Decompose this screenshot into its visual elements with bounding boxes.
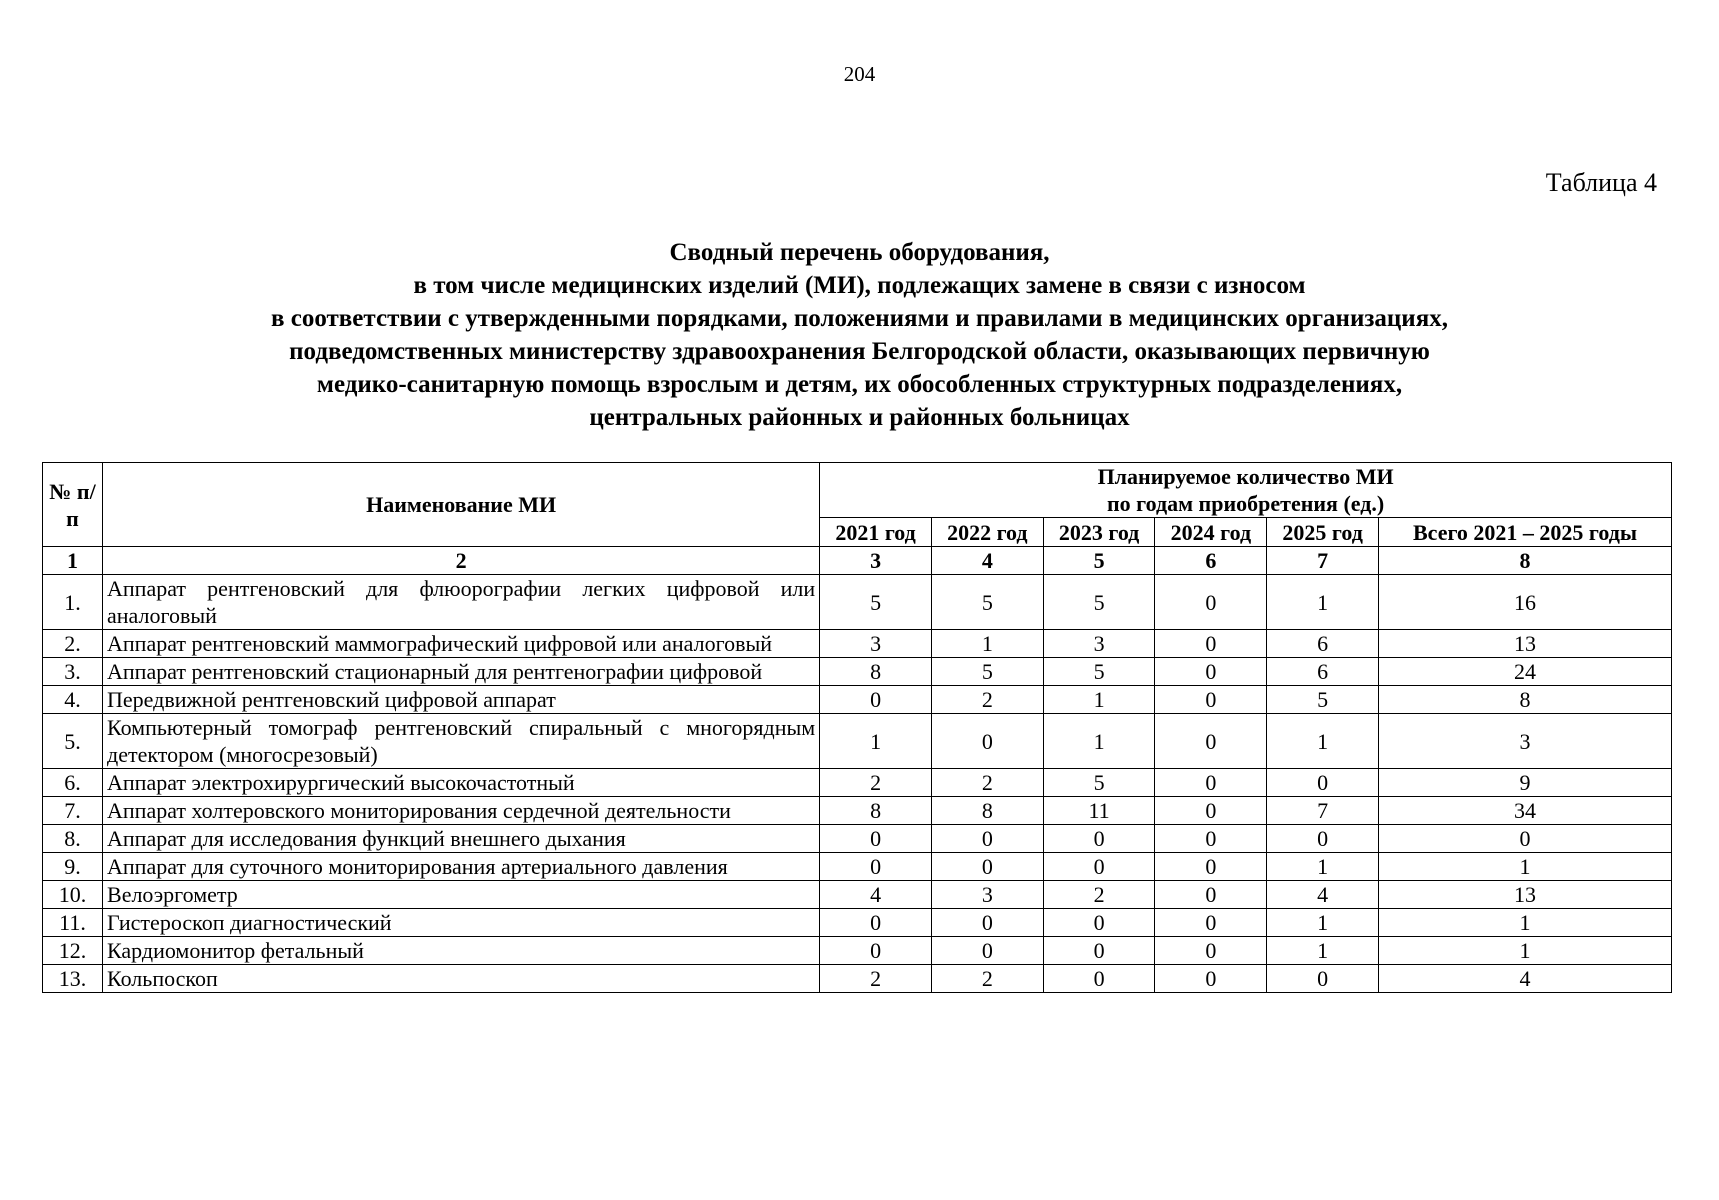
row-year-value: 1 (1267, 853, 1379, 881)
row-total: 1 (1379, 937, 1672, 965)
index-cell: 6 (1155, 547, 1267, 575)
row-year-value: 2 (931, 965, 1043, 993)
row-number: 8. (43, 825, 103, 853)
row-year-value: 0 (1043, 937, 1155, 965)
row-year-value: 2 (820, 769, 932, 797)
page-number: 204 (843, 62, 876, 86)
row-year-value: 5 (1043, 658, 1155, 686)
row-total: 34 (1379, 797, 1672, 825)
row-number: 2. (43, 630, 103, 658)
row-total: 16 (1379, 575, 1672, 630)
row-year-value: 0 (1043, 825, 1155, 853)
row-year-value: 2 (931, 769, 1043, 797)
index-cell: 8 (1379, 547, 1672, 575)
row-number: 7. (43, 797, 103, 825)
row-number: 3. (43, 658, 103, 686)
row-year-value: 2 (1043, 881, 1155, 909)
row-year-value: 1 (820, 714, 932, 769)
row-number: 4. (43, 686, 103, 714)
row-year-value: 5 (820, 575, 932, 630)
row-name: Аппарат для исследования функций внешнего дыхания (103, 825, 820, 853)
table-row (43, 797, 1672, 825)
header-num: № п/п (43, 463, 103, 547)
row-total: 1 (1379, 909, 1672, 937)
table-row (43, 658, 1672, 686)
row-year-value: 0 (820, 937, 932, 965)
row-number: 11. (43, 909, 103, 937)
row-number: 5. (43, 714, 103, 769)
row-year-value: 0 (1155, 630, 1267, 658)
row-year-value: 0 (1155, 909, 1267, 937)
row-year-value: 0 (1155, 965, 1267, 993)
index-cell: 1 (43, 547, 103, 575)
row-year-value: 1 (1267, 937, 1379, 965)
row-year-value: 5 (1267, 686, 1379, 714)
row-total: 0 (1379, 825, 1672, 853)
row-year-value: 3 (1043, 630, 1155, 658)
row-year-value: 0 (1267, 965, 1379, 993)
table-row (43, 714, 1672, 769)
row-number: 10. (43, 881, 103, 909)
table-row (43, 575, 1672, 630)
row-year-value: 1 (1043, 686, 1155, 714)
header-year-2024: 2024 год (1155, 518, 1267, 547)
row-name: Аппарат электрохирургический высокочастотный (103, 769, 820, 797)
row-year-value: 11 (1043, 797, 1155, 825)
row-year-value: 0 (820, 686, 932, 714)
row-year-value: 0 (1267, 825, 1379, 853)
row-year-value: 0 (1043, 853, 1155, 881)
row-year-value: 3 (931, 881, 1043, 909)
table-row (43, 965, 1672, 993)
table-row (43, 853, 1672, 881)
header-year-2023: 2023 год (1043, 518, 1155, 547)
row-year-value: 0 (1155, 714, 1267, 769)
row-name: Компьютерный томограф рентгеновский спиральный с многорядным детектором (многосрезовый) (103, 714, 820, 769)
row-year-value: 0 (1043, 965, 1155, 993)
row-year-value: 0 (931, 714, 1043, 769)
header-year-2021: 2021 год (820, 518, 932, 547)
row-year-value: 0 (1155, 686, 1267, 714)
index-cell: 7 (1267, 547, 1379, 575)
title-line: Сводный перечень оборудования, (669, 239, 1050, 266)
row-year-value: 0 (1043, 909, 1155, 937)
title-line: медико-санитарную помощь взрослым и детям, их обособленных структурных подразделениях, (316, 371, 1403, 398)
row-year-value: 0 (1155, 853, 1267, 881)
row-name: Аппарат рентгеновский для флюорографии легких цифровой или аналоговый (103, 575, 820, 630)
table-row (43, 686, 1672, 714)
table-row (43, 769, 1672, 797)
index-cell: 3 (820, 547, 932, 575)
row-year-value: 0 (931, 853, 1043, 881)
table-row (43, 630, 1672, 658)
row-year-value: 0 (1155, 797, 1267, 825)
row-year-value: 4 (820, 881, 932, 909)
header-year-2022: 2022 год (931, 518, 1043, 547)
row-total: 4 (1379, 965, 1672, 993)
row-year-value: 1 (1043, 714, 1155, 769)
header-name: Наименование МИ (103, 463, 820, 547)
document-title (0, 236, 1719, 434)
row-name: Передвижной рентгеновский цифровой аппарат (103, 686, 820, 714)
row-year-value: 0 (1155, 881, 1267, 909)
row-year-value: 0 (1155, 937, 1267, 965)
row-name: Гистероскоп диагностический (103, 909, 820, 937)
row-year-value: 2 (820, 965, 932, 993)
row-year-value: 5 (1043, 575, 1155, 630)
table-row (43, 909, 1672, 937)
title-line: подведомственных министерству здравоохранения Белгородской области, оказывающих первичную (289, 338, 1430, 365)
row-year-value: 0 (931, 909, 1043, 937)
row-year-value: 0 (820, 909, 932, 937)
row-year-value: 5 (931, 658, 1043, 686)
row-year-value: 0 (931, 825, 1043, 853)
row-year-value: 0 (1267, 769, 1379, 797)
row-year-value: 6 (1267, 630, 1379, 658)
row-year-value: 0 (1155, 658, 1267, 686)
title-line: в том числе медицинских изделий (МИ), подлежащих замене в связи с износом (413, 272, 1306, 299)
row-number: 6. (43, 769, 103, 797)
row-total: 24 (1379, 658, 1672, 686)
table-row (43, 937, 1672, 965)
row-name: Аппарат рентгеновский маммографический цифровой или аналоговый (103, 630, 820, 658)
header-planned-group (820, 463, 1672, 518)
column-index-row (43, 547, 1672, 575)
table-label: Таблица 4 (1545, 168, 1657, 197)
row-year-value: 6 (1267, 658, 1379, 686)
row-total: 13 (1379, 630, 1672, 658)
table-row (43, 881, 1672, 909)
row-total: 8 (1379, 686, 1672, 714)
index-cell: 5 (1043, 547, 1155, 575)
row-total: 13 (1379, 881, 1672, 909)
header-planned-line2: по годам приобретения (ед.) (1106, 491, 1385, 516)
header-year-2025: 2025 год (1267, 518, 1379, 547)
row-year-value: 1 (931, 630, 1043, 658)
row-year-value: 8 (931, 797, 1043, 825)
header-planned-line1: Планируемое количество МИ (1097, 464, 1394, 489)
row-total: 9 (1379, 769, 1672, 797)
row-year-value: 0 (820, 825, 932, 853)
row-year-value: 5 (1043, 769, 1155, 797)
table-row (43, 825, 1672, 853)
row-year-value: 0 (1155, 575, 1267, 630)
header-total: Всего 2021 – 2025 годы (1379, 518, 1672, 547)
row-year-value: 1 (1267, 909, 1379, 937)
row-name: Аппарат рентгеновский стационарный для рентгенографии цифровой (103, 658, 820, 686)
row-year-value: 7 (1267, 797, 1379, 825)
row-year-value: 5 (931, 575, 1043, 630)
index-cell: 2 (103, 547, 820, 575)
row-name: Кольпоскоп (103, 965, 820, 993)
row-year-value: 1 (1267, 714, 1379, 769)
title-line: в соответствии с утвержденными порядками, положениями и правилами в медицинских организациях, (271, 305, 1448, 332)
row-number: 12. (43, 937, 103, 965)
row-name: Аппарат холтеровского мониторирования сердечной деятельности (103, 797, 820, 825)
row-total: 3 (1379, 714, 1672, 769)
row-year-value: 2 (931, 686, 1043, 714)
row-year-value: 8 (820, 658, 932, 686)
row-year-value: 0 (931, 937, 1043, 965)
row-number: 13. (43, 965, 103, 993)
row-year-value: 0 (820, 853, 932, 881)
equipment-table (42, 462, 1672, 993)
row-name: Велоэргометр (103, 881, 820, 909)
row-number: 9. (43, 853, 103, 881)
title-line: центральных районных и районных больницах (589, 404, 1130, 431)
row-year-value: 3 (820, 630, 932, 658)
row-year-value: 8 (820, 797, 932, 825)
row-name: Аппарат для суточного мониторирования артериального давления (103, 853, 820, 881)
row-year-value: 1 (1267, 575, 1379, 630)
row-number: 1. (43, 575, 103, 630)
index-cell: 4 (931, 547, 1043, 575)
row-year-value: 4 (1267, 881, 1379, 909)
row-total: 1 (1379, 853, 1672, 881)
row-year-value: 0 (1155, 769, 1267, 797)
row-name: Кардиомонитор фетальный (103, 937, 820, 965)
row-year-value: 0 (1155, 825, 1267, 853)
